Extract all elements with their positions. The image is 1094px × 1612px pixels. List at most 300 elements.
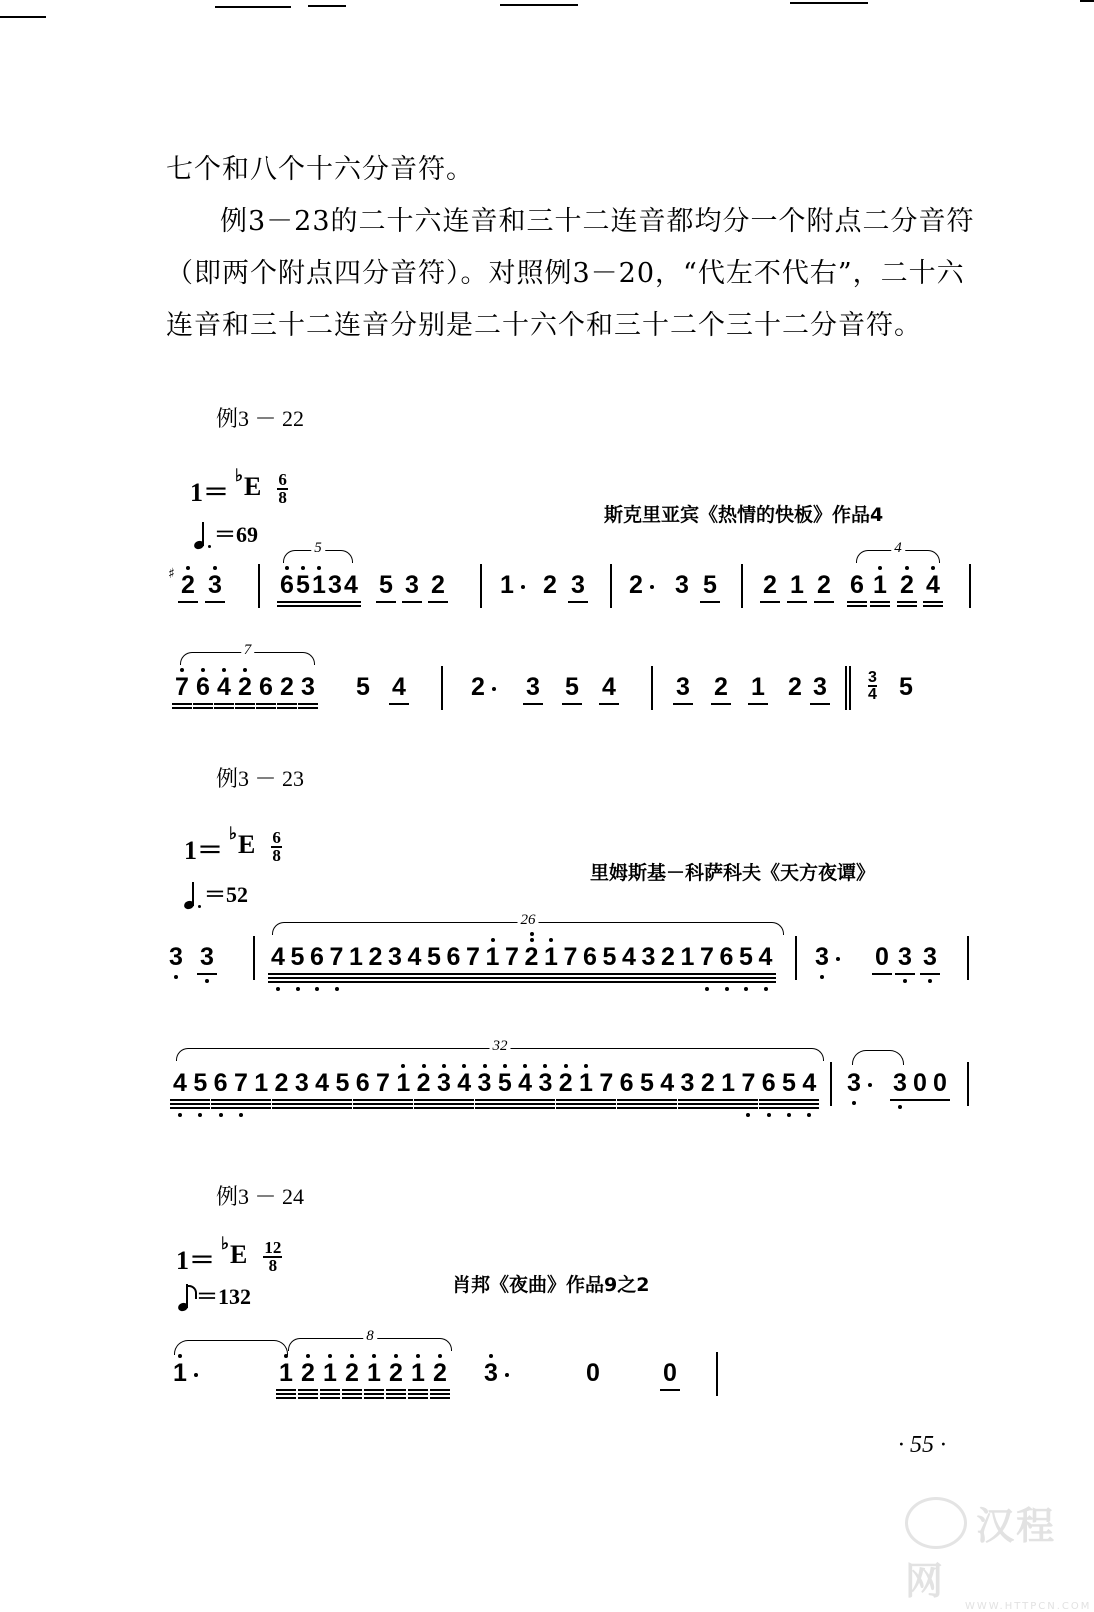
underline: [276, 1393, 296, 1395]
underline: [277, 707, 297, 709]
underline: [535, 1107, 555, 1109]
underline: [759, 1107, 779, 1109]
underline: [738, 1099, 758, 1101]
underline: [736, 973, 756, 975]
underline: [292, 1099, 312, 1101]
underline: [639, 973, 659, 975]
note: 6: [850, 571, 864, 599]
underline: [637, 1107, 657, 1109]
underline: [541, 977, 561, 979]
octave-up-dot: [178, 1354, 182, 1358]
octave-up-dot: [905, 566, 909, 570]
note: 2: [274, 1069, 289, 1097]
underline: [172, 707, 192, 709]
octave-up-dot: [442, 1064, 446, 1068]
note: 2: [629, 571, 643, 599]
scan-rule: [790, 2, 868, 4]
note: 4: [392, 673, 406, 701]
note: 1: [751, 673, 765, 701]
note: 4: [602, 673, 616, 701]
underline: [617, 1107, 637, 1109]
note: 3: [526, 673, 540, 701]
note: 1: [500, 571, 514, 599]
augmentation-dot: [868, 1083, 872, 1087]
underline: [405, 973, 425, 975]
underline: [353, 1099, 373, 1101]
barline: [610, 564, 612, 608]
octave-down-dot: [820, 975, 824, 979]
underline: [698, 1107, 718, 1109]
underline: [596, 1103, 616, 1105]
underline: [847, 601, 867, 603]
underline: [920, 973, 940, 975]
underline: [600, 977, 620, 979]
octave-down-dot: [198, 1113, 202, 1117]
note: 4: [344, 571, 358, 599]
underline: [385, 981, 405, 983]
note: 3: [923, 943, 937, 971]
underline: [190, 1107, 210, 1109]
note: 3: [328, 571, 342, 599]
final-barline: [845, 666, 851, 710]
underline: [596, 1099, 616, 1101]
note: 5: [335, 1069, 350, 1097]
underline: [561, 981, 581, 983]
underline: [424, 977, 444, 979]
underline: [288, 977, 308, 979]
underline: [434, 1099, 454, 1101]
octave-up-dot: [186, 566, 190, 570]
underline: [428, 601, 448, 603]
augmentation-dot: [836, 957, 840, 961]
note: 3: [893, 1069, 907, 1097]
underline: [535, 1099, 555, 1101]
underline: [658, 981, 678, 983]
underline: [678, 981, 698, 983]
underline: [541, 973, 561, 975]
underline: [657, 1107, 677, 1109]
note: 7: [376, 1069, 390, 1097]
tempo-marking: [178, 1280, 251, 1311]
note: 2: [181, 571, 195, 599]
note: 2: [524, 943, 539, 971]
note: 1: [680, 943, 695, 971]
underline: [561, 977, 581, 979]
note: 3: [675, 571, 689, 599]
underline: [779, 1099, 799, 1101]
octave-down-dot: [746, 1113, 750, 1117]
tuplet-bracket: [176, 1040, 824, 1062]
note: 2: [301, 1359, 315, 1387]
note: 6: [719, 943, 734, 971]
note: 6: [213, 1069, 228, 1097]
barline: [969, 564, 971, 608]
underline: [678, 1103, 698, 1105]
underline: [320, 1397, 340, 1399]
underline: [332, 1103, 352, 1105]
note: 5: [739, 943, 753, 971]
octave-up-dot: [301, 566, 305, 570]
underline: [799, 1107, 819, 1109]
key-tonic: E: [244, 472, 262, 501]
underline: [373, 1107, 393, 1109]
underline: [657, 1099, 677, 1101]
note: 3: [405, 571, 419, 599]
underline: [327, 977, 347, 979]
paragraph-1: 七个和八个十六分音符。: [166, 154, 474, 185]
underline: [454, 1103, 474, 1105]
underline: [364, 1397, 384, 1399]
key-signature: [190, 466, 288, 509]
scan-rule: [500, 4, 578, 6]
tuplet-bracket: [283, 542, 353, 564]
time-signature: $\frac{6}{8}$: [272, 828, 281, 865]
underline: [923, 601, 943, 603]
tuplet-count: 7: [241, 642, 255, 658]
octave-down-dot: [903, 979, 907, 983]
page-number: · 55 ·: [898, 1432, 946, 1458]
note: 1: [873, 571, 887, 599]
note: 1: [721, 1069, 736, 1097]
underline: [332, 1107, 352, 1109]
underline: [600, 981, 620, 983]
octave-up-dot: [243, 668, 247, 672]
barline: [480, 564, 482, 608]
note: 3: [847, 1069, 861, 1097]
staff-row: [0, 912, 1094, 998]
underline: [393, 1103, 413, 1105]
underline: [619, 981, 639, 983]
note: 7: [563, 943, 578, 971]
note: 5: [899, 673, 913, 701]
underline: [556, 1103, 576, 1105]
barline: [716, 1352, 718, 1396]
note: 1: [279, 1359, 293, 1387]
note: 3: [477, 1069, 492, 1097]
note: 7: [599, 1069, 614, 1097]
key-prefix: 1＝: [190, 478, 230, 507]
underline: [910, 1099, 930, 1101]
underline: [193, 707, 213, 709]
note: 4: [622, 943, 636, 971]
octave-down-dot: [296, 987, 300, 991]
underline: [414, 1099, 434, 1101]
note: 1: [367, 1359, 381, 1387]
underline: [342, 1389, 362, 1391]
staff-row: [0, 540, 1094, 626]
example-label: 例3 － 24: [216, 1184, 305, 1209]
underline: [930, 1099, 950, 1101]
note: 5: [290, 943, 305, 971]
octave-down-dot: [725, 987, 729, 991]
underline: [178, 601, 198, 603]
barline: [441, 666, 443, 710]
note: 1: [349, 943, 363, 971]
underline: [385, 973, 405, 975]
underline: [637, 1103, 657, 1105]
underline: [211, 1107, 231, 1109]
octave-down-dot: [807, 1113, 811, 1117]
note: 2: [788, 673, 802, 701]
scan-rule: [308, 5, 346, 7]
underline: [385, 977, 405, 979]
underline: [434, 1103, 454, 1105]
underline: [568, 601, 588, 603]
note: 2: [817, 571, 831, 599]
underline: [847, 605, 867, 607]
underline: [717, 973, 737, 975]
augmentation-dot: [194, 1373, 198, 1377]
underline: [312, 1103, 332, 1105]
underline: [561, 973, 581, 975]
underline: [341, 605, 361, 607]
underline: [346, 981, 366, 983]
note: 5: [356, 673, 370, 701]
underline: [698, 1103, 718, 1105]
underline: [738, 1107, 758, 1109]
dotted-quarter-note-icon: [194, 523, 204, 549]
scan-rule: [215, 6, 291, 8]
underline: [434, 1107, 454, 1109]
note: 3: [208, 571, 222, 599]
underline: [580, 973, 600, 975]
underline: [502, 977, 522, 979]
underline: [231, 1103, 251, 1105]
underline: [678, 1107, 698, 1109]
underline: [211, 1103, 231, 1105]
underline: [231, 1099, 251, 1101]
underline: [736, 977, 756, 979]
underline: [897, 601, 917, 603]
underline: [576, 1099, 596, 1101]
underline: [678, 1099, 698, 1101]
underline: [660, 1389, 680, 1391]
underline: [320, 1393, 340, 1395]
underline: [619, 973, 639, 975]
staff-row: [0, 642, 1094, 728]
underline: [364, 1389, 384, 1391]
note: 4: [217, 673, 231, 701]
underline: [424, 973, 444, 975]
scan-rule: [1080, 0, 1094, 2]
note: 5: [639, 1069, 654, 1097]
underline: [346, 977, 366, 979]
barline: [651, 666, 653, 710]
key-prefix: 1＝: [176, 1246, 216, 1275]
underline: [364, 1393, 384, 1395]
underline: [697, 981, 717, 983]
tempo-value: ＝52: [204, 882, 249, 907]
octave-up-dot: [462, 1064, 466, 1068]
staff-row: [0, 1038, 1094, 1124]
underline: [556, 1099, 576, 1101]
underline: [463, 973, 483, 975]
underline: [389, 703, 409, 705]
underline: [463, 981, 483, 983]
note: 7: [233, 1069, 248, 1097]
note: 4: [660, 1069, 675, 1097]
underline: [292, 1107, 312, 1109]
note: 6: [196, 673, 210, 701]
note: 3: [641, 943, 656, 971]
underline: [205, 601, 225, 603]
paragraph-2: 例3－23的二十六连音和三十二连音都均分一个附点二分音符（即两个附点四分音符）。对照例3－20，“代左不代右”，二十六连音和三十二连音分别是二十六个和三十二个三十二分音符。: [166, 206, 975, 341]
underline: [718, 1099, 738, 1101]
augmentation-dot: [492, 687, 496, 691]
octave-up-dot: [401, 1064, 405, 1068]
underline: [890, 1099, 910, 1101]
underline: [408, 1393, 428, 1395]
underline: [515, 1103, 535, 1105]
body-text: [166, 144, 976, 352]
underline: [272, 1103, 292, 1105]
underline: [600, 973, 620, 975]
underline: [639, 977, 659, 979]
underline: [193, 703, 213, 705]
note: 4: [802, 1069, 817, 1097]
underline: [292, 1103, 312, 1105]
underline: [424, 981, 444, 983]
underline: [268, 981, 288, 983]
underline: [276, 1397, 296, 1399]
underline: [373, 1103, 393, 1105]
underline: [756, 973, 776, 975]
octave-down-dot: [705, 987, 709, 991]
underline: [298, 1393, 318, 1395]
barline: [741, 564, 743, 608]
note: 3: [301, 673, 315, 701]
underline: [231, 1107, 251, 1109]
note: 3: [436, 1069, 451, 1097]
underline: [454, 1107, 474, 1109]
underline: [717, 977, 737, 979]
octave-down-dot: [315, 987, 319, 991]
underline: [332, 1099, 352, 1101]
note: 4: [271, 943, 285, 971]
underline: [562, 703, 582, 705]
watermark-text: 汉程网: [905, 1504, 1057, 1603]
note: 0: [663, 1359, 677, 1387]
underline: [657, 1103, 677, 1105]
underline: [799, 1099, 819, 1101]
time-signature: $\frac{6}{8}$: [278, 470, 287, 507]
note: 3: [680, 1069, 695, 1097]
note: 0: [875, 943, 889, 971]
augmentation-dot: [521, 585, 525, 589]
underline: [870, 601, 890, 603]
watermark: [905, 1495, 1094, 1612]
dotted-quarter-note-icon: [184, 883, 194, 909]
note: 1: [254, 1069, 269, 1097]
octave-up-dot: [491, 938, 495, 942]
octave-down-dot: [276, 987, 280, 991]
underline: [430, 1397, 450, 1399]
note: 2: [471, 673, 485, 701]
note: 1: [396, 1069, 411, 1097]
underline: [172, 703, 192, 705]
note: 7: [466, 943, 480, 971]
note: 1: [173, 1359, 187, 1387]
underline: [895, 973, 915, 975]
note: 4: [315, 1069, 330, 1097]
note: 3: [388, 943, 402, 971]
underline: [475, 1103, 495, 1105]
octave-up-dot: [350, 1354, 354, 1358]
octave-up-dot: [564, 1064, 568, 1068]
underline: [711, 703, 731, 705]
underline: [373, 1099, 393, 1101]
augmentation-dot: [505, 1373, 509, 1377]
note: 6: [619, 1069, 634, 1097]
underline: [698, 1099, 718, 1101]
attribution: 斯克里亚宾《热情的快板》作品4: [604, 504, 884, 526]
octave-down-dot: [239, 1113, 243, 1117]
note: 7: [175, 673, 189, 701]
underline: [580, 981, 600, 983]
octave-down-dot: [767, 1113, 771, 1117]
note: 6: [761, 1069, 776, 1097]
octave-up-dot: [530, 938, 534, 942]
octave-up-dot: [306, 1354, 310, 1358]
underline: [307, 973, 327, 975]
underline: [759, 1103, 779, 1105]
underline: [502, 973, 522, 975]
underline: [393, 1099, 413, 1101]
note: 2: [238, 673, 252, 701]
underline: [515, 1099, 535, 1101]
octave-down-dot: [898, 1105, 902, 1109]
note: 3: [294, 1069, 309, 1097]
underline: [444, 973, 464, 975]
underline: [576, 1103, 596, 1105]
octave-up-dot: [222, 668, 226, 672]
underline: [619, 977, 639, 979]
slur-arc: [174, 1340, 288, 1355]
barline: [258, 564, 260, 608]
note: 2: [416, 1069, 431, 1097]
note: 6: [583, 943, 597, 971]
underline: [298, 707, 318, 709]
octave-up-dot: [931, 566, 935, 570]
underline: [342, 1393, 362, 1395]
staff-row: [0, 1328, 1094, 1414]
underline: [393, 1107, 413, 1109]
note: 3: [898, 943, 912, 971]
note: 4: [457, 1069, 472, 1097]
octave-up-dot: [489, 1354, 493, 1358]
underline: [414, 1103, 434, 1105]
underline: [678, 977, 698, 979]
underline: [617, 1103, 637, 1105]
underline: [197, 973, 217, 975]
underline: [897, 605, 917, 607]
underline: [190, 1099, 210, 1101]
note: 2: [345, 1359, 359, 1387]
octave-up-dot: [416, 1354, 420, 1358]
note: 7: [329, 943, 344, 971]
note: 5: [296, 571, 310, 599]
note: 4: [173, 1069, 187, 1097]
octave-down-dot: [174, 975, 178, 979]
sharp-icon: ♯: [168, 566, 175, 582]
octave-up-dot: [284, 1354, 288, 1358]
note: 1: [485, 943, 500, 971]
underline: [170, 1099, 190, 1101]
note: 2: [900, 571, 914, 599]
underline: [522, 981, 542, 983]
underline: [376, 601, 396, 603]
note: 2: [558, 1069, 573, 1097]
